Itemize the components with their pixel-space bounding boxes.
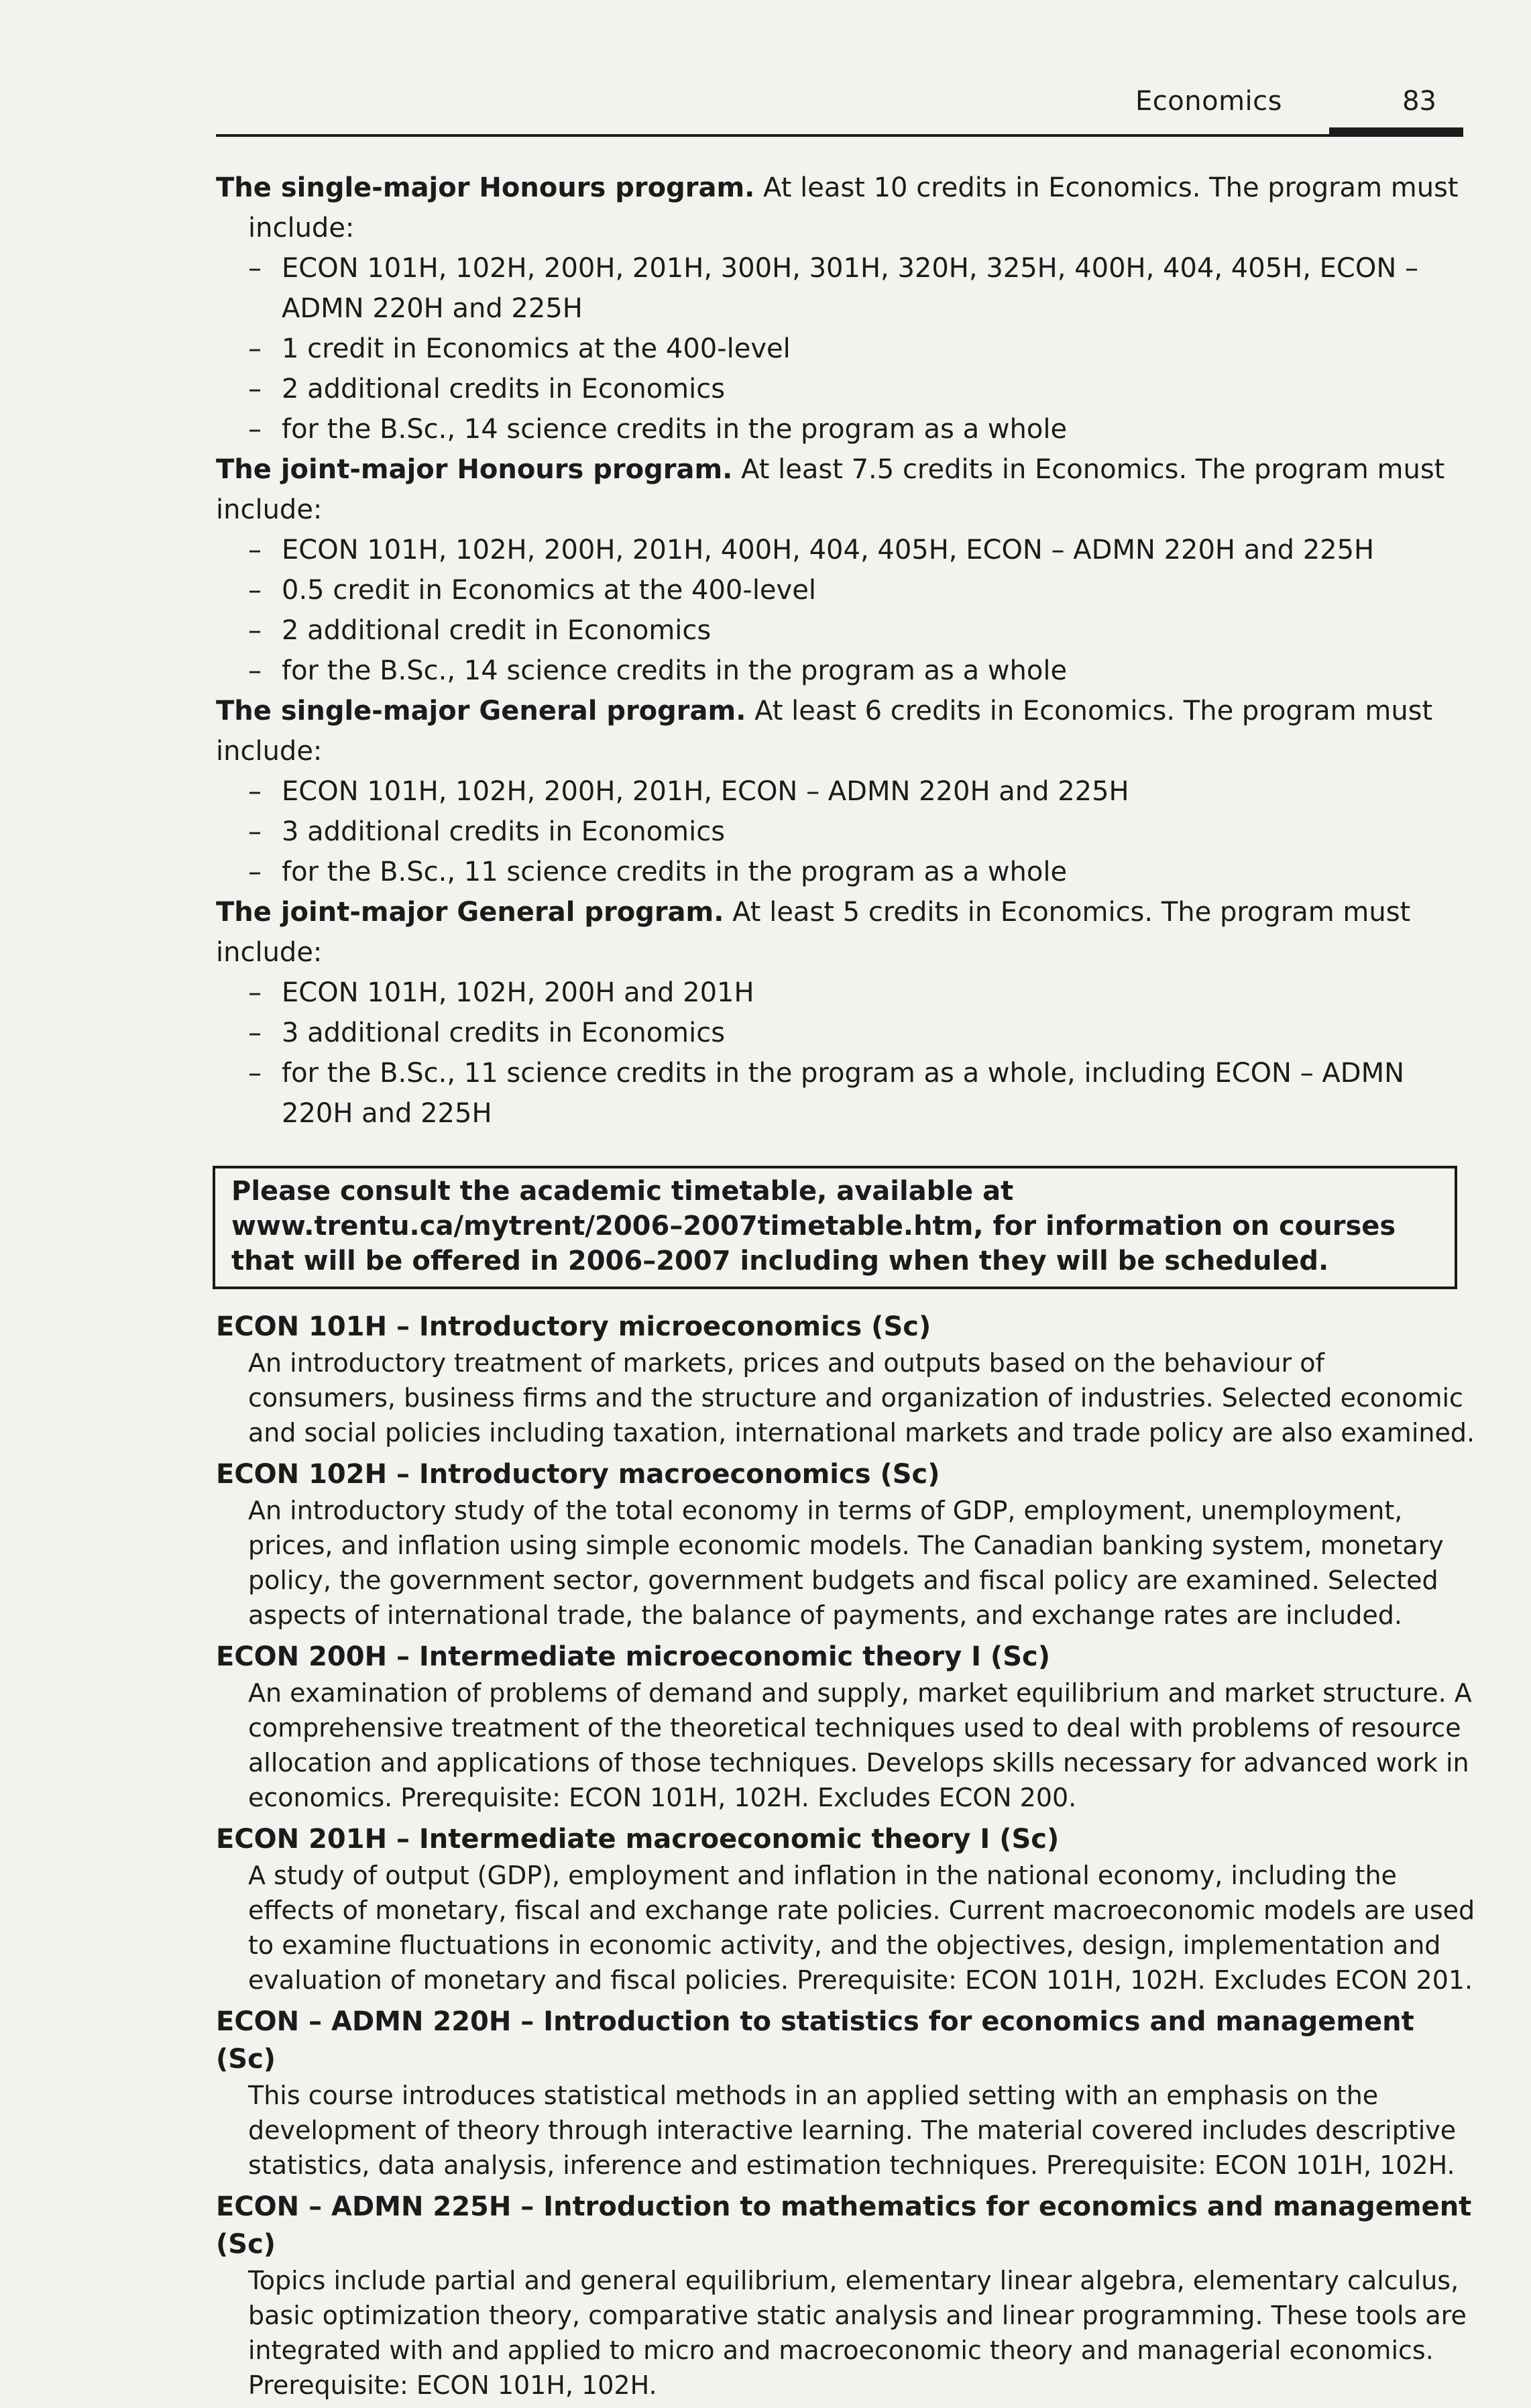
requirement-item: – ECON 101H, 102H, 200H, 201H, ECON – ADMN 220H and 225H bbox=[248, 771, 1477, 812]
timetable-notice-box: Please consult the academic timetable, available at www.trentu.ca/mytrent/2006–2007timetable.htm, for information on courses that will be offered in 2006–2007 including when they will be scheduled. bbox=[213, 1166, 1457, 1289]
course-econ-101h bbox=[216, 1308, 1477, 1450]
program-name: The single-major General program. bbox=[216, 696, 746, 726]
page-body bbox=[216, 168, 1477, 2408]
course-title: ECON 200H – Intermediate microeconomic theory I (Sc) bbox=[216, 1641, 1051, 1672]
course-description: An introductory treatment of markets, prices and outputs based on the behaviour of consumers, business firms and the structure and organization of industries. Selected economic and social policies including taxation, international markets and trade policy are also examined. bbox=[248, 1348, 1475, 1447]
section-title: Economics bbox=[1135, 86, 1282, 117]
requirement-item: – ECON 101H, 102H, 200H and 201H bbox=[248, 973, 1477, 1013]
course-description: An examination of problems of demand and supply, market equilibrium and market structure. A comprehensive treatment of the theoretical techniques used to deal with problems of resource allocation and applications of those techniques. Develops skills necessary for advanced work in economics. Prerequisite: ECON 101H, 102H. Excludes ECON 200. bbox=[248, 1678, 1472, 1812]
requirement-item: – ECON 101H, 102H, 200H, 201H, 400H, 404, 405H, ECON – ADMN 220H and 225H bbox=[248, 530, 1477, 570]
requirement-item: – ECON 101H, 102H, 200H, 201H, 300H, 301H, 320H, 325H, 400H, 404, 405H, ECON – ADMN 220H and 225H bbox=[248, 248, 1477, 329]
requirement-list bbox=[216, 973, 1477, 1134]
program-single-major-honours bbox=[216, 168, 1477, 449]
requirement-item: – 1 credit in Economics at the 400-level bbox=[248, 329, 1477, 369]
program-intro-cont: include: bbox=[248, 213, 355, 243]
requirement-item: – for the B.Sc., 14 science credits in the program as a whole bbox=[248, 651, 1477, 691]
page-header bbox=[216, 86, 1463, 140]
requirement-item: – for the B.Sc., 11 science credits in the program as a whole bbox=[248, 852, 1477, 892]
course-description: This course introduces statistical methods in an applied setting with an emphasis on the development of theory through interactive learning. The material covered includes descriptive statistics, data analysis, inference and estimation techniques. Prerequisite: ECON 101H, 102H. bbox=[248, 2081, 1457, 2180]
requirement-item: – for the B.Sc., 14 science credits in the program as a whole bbox=[248, 409, 1477, 449]
program-intro: At least 7.5 credits in Economics. The program must include: bbox=[216, 454, 1445, 525]
requirement-list bbox=[216, 771, 1477, 892]
requirement-item: – for the B.Sc., 11 science credits in the program as a whole, including ECON – ADMN 220H and 225H bbox=[248, 1053, 1477, 1134]
course-econ-200h bbox=[216, 1638, 1477, 1815]
course-title: ECON 201H – Intermediate macroeconomic theory I (Sc) bbox=[216, 1824, 1060, 1855]
program-joint-major-honours bbox=[216, 449, 1477, 691]
program-joint-major-general bbox=[216, 892, 1477, 1134]
program-name: The joint-major Honours program. bbox=[216, 454, 733, 485]
course-title: ECON – ADMN 220H – Introduction to statistics for economics and management (Sc) bbox=[216, 2006, 1414, 2075]
course-econ-admn-220h bbox=[216, 2003, 1477, 2183]
program-intro: At least 10 credits in Economics. The program must bbox=[763, 172, 1459, 203]
requirement-item: – 0.5 credit in Economics at the 400-level bbox=[248, 570, 1477, 610]
requirement-list bbox=[216, 248, 1477, 449]
course-description: An introductory study of the total economy in terms of GDP, employment, unemployment, prices, and inflation using simple economic models. The Canadian banking system, monetary policy, the government sector, government budgets and fiscal policy are examined. Selected aspects of international trade, the balance of payments, and exchange rates are included. bbox=[248, 1496, 1444, 1630]
requirement-item: – 3 additional credits in Economics bbox=[248, 1013, 1477, 1053]
course-econ-102h bbox=[216, 1456, 1477, 1633]
course-description: Topics include partial and general equilibrium, elementary linear algebra, elementary calculus, basic optimization theory, comparative static analysis and linear programming. These tools are integrated with and applied to micro and macroeconomic theory and managerial economics. Prerequisite: ECON 101H, 102H. bbox=[248, 2266, 1467, 2400]
course-description: A study of output (GDP), employment and inflation in the national economy, including the effects of monetary, fiscal and exchange rate policies. Current macroeconomic models are used to examine fluctuations in economic activity, and the objectives, design, implementation and evaluation of monetary and fiscal policies. Prerequisite: ECON 101H, 102H. Excludes ECON 201. bbox=[248, 1861, 1475, 1995]
header-rule bbox=[216, 134, 1463, 137]
header-tab-marker bbox=[1329, 127, 1463, 137]
requirement-item: – 2 additional credits in Economics bbox=[248, 369, 1477, 409]
requirement-item: – 3 additional credits in Economics bbox=[248, 812, 1477, 852]
course-econ-admn-225h bbox=[216, 2188, 1477, 2403]
program-name: The single-major Honours program. bbox=[216, 172, 755, 203]
page-number: 83 bbox=[1402, 86, 1436, 117]
course-econ-201h bbox=[216, 1820, 1477, 1997]
program-name: The joint-major General program. bbox=[216, 897, 724, 928]
program-intro: At least 5 credits in Economics. The program must include: bbox=[216, 897, 1411, 968]
course-title: ECON 102H – Introductory macroeconomics (Sc) bbox=[216, 1459, 940, 1490]
requirement-item: – 2 additional credit in Economics bbox=[248, 610, 1477, 651]
program-single-major-general bbox=[216, 691, 1477, 892]
course-title: ECON – ADMN 225H – Introduction to mathematics for economics and management (Sc) bbox=[216, 2191, 1472, 2260]
program-intro: At least 6 credits in Economics. The program must include: bbox=[216, 696, 1433, 767]
requirement-list bbox=[216, 530, 1477, 691]
course-title: ECON 101H – Introductory microeconomics (Sc) bbox=[216, 1311, 931, 1342]
